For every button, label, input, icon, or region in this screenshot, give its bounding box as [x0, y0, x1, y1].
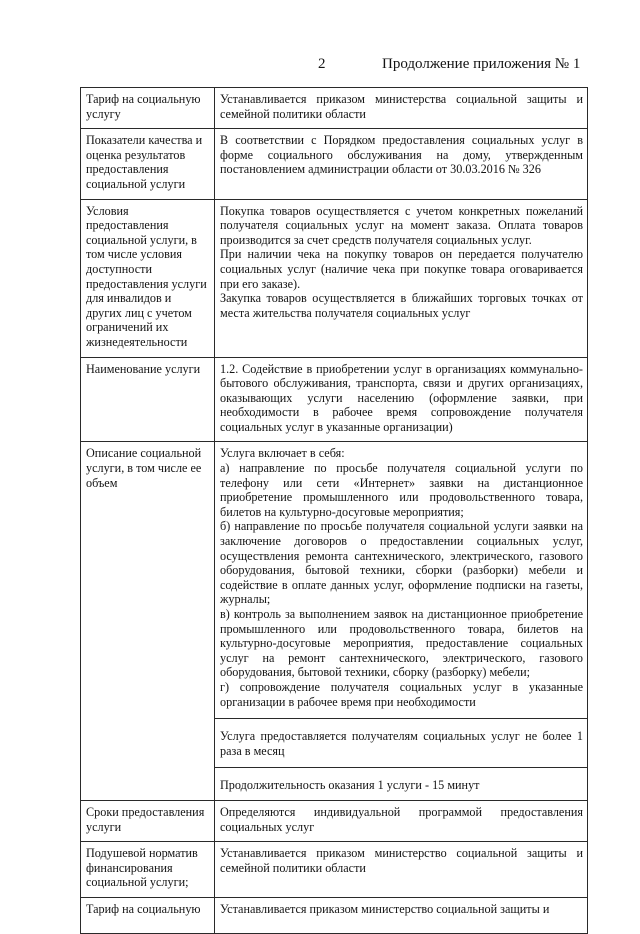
service-frequency-block — [215, 719, 587, 768]
service-content-block — [215, 446, 587, 719]
table-row-per-capita-norm — [81, 842, 588, 898]
table-row-service-description — [81, 442, 588, 800]
table-row-conditions — [81, 199, 588, 357]
paragraph: в) контроль за выполнением заявок на дистанционное приобретение промышленного или продовольственного товара, билетов на культурно-досуговые мероприятия, предоставление социальных услуг на ремонт сантехнического, электрического, газового оборудования, бытовой техники, сборку (разборку) мебели; — [220, 607, 583, 680]
paragraph: Устанавливается приказом министерство социальной защиты и — [220, 901, 550, 916]
row-value — [215, 357, 588, 442]
table-row-tariff — [81, 88, 588, 129]
paragraph: При наличии чека на покупку товаров он передается получателю социальных услуг (наличие чека при покупке товара оговаривается при его заказе). — [220, 247, 583, 291]
row-label: Тариф на социальную — [81, 897, 215, 933]
service-duration-block — [215, 768, 587, 793]
appendix-continuation-title: Продолжение приложения № 1 — [382, 56, 581, 72]
service-description-table — [80, 87, 588, 934]
row-value — [215, 199, 588, 357]
row-value — [215, 442, 588, 800]
paragraph: а) направление по просьбе получателя социальной услуги по телефону или сети «Интернет» заявки на дистанционное приобретение промышленного или продовольственного товара, билетов на культурно-досуговые мероприятия; — [220, 461, 583, 519]
row-value — [215, 88, 588, 129]
row-label: Сроки предоставления услуги — [81, 800, 215, 841]
row-label: Наименование услуги — [81, 357, 215, 442]
paragraph: Услуга включает в себя: — [220, 446, 345, 461]
page-number: 2 — [318, 56, 326, 72]
paragraph: Устанавливается приказом министерства социальной защиты и семейной политики области — [220, 92, 583, 121]
row-value — [215, 842, 588, 898]
page-header — [0, 56, 640, 76]
row-label: Описание социальной услуги, в том числе ее объем — [81, 442, 215, 800]
table-row-quality-indicators — [81, 129, 588, 199]
row-value — [215, 800, 588, 841]
table-row-terms — [81, 800, 588, 841]
paragraph: Услуга предоставляется получателям социальных услуг не более 1 раза в месяц — [220, 729, 583, 758]
paragraph: Покупка товаров осуществляется с учетом конкретных пожеланий получателя социальных услуг на момент заказа. Оплата товаров производится за счет средств получателя социальных услуг. — [220, 203, 583, 247]
row-value — [215, 897, 588, 933]
paragraph: Закупка товаров осуществляется в ближайших торговых точках от места жительства получателя социальных услуг — [220, 291, 583, 320]
paragraph: г) сопровождение получателя социальных услуг в указанные организации в рабочее время при необходимости — [220, 679, 583, 709]
row-label: Тариф на социальную услугу — [81, 88, 215, 129]
row-label: Условия предоставления социальной услуги, в том числе условия доступности предоставления услуги для инвалидов и других лиц с учетом ограничений их жизнедеятельности — [81, 199, 215, 357]
paragraph: б) направление по просьбе получателя социальной услуги заявки на заключение договоров о предоставлении социальных услуг, осуществления ремонта сантехнического, электрического, газового оборудования, бытовой техники, сборки (разборки) мебели и содействие в оплате данных услуг, оформление подписки на газеты, журналы; — [220, 519, 583, 607]
paragraph: Продолжительность оказания 1 услуги - 15 минут — [220, 778, 480, 793]
paragraph: Определяются индивидуальной программой предоставления социальных услуг — [220, 804, 583, 834]
table-row-service-name — [81, 357, 588, 442]
table-row-tariff-continued — [81, 897, 588, 933]
row-label: Показатели качества и оценка результатов предоставления социальной услуги — [81, 129, 215, 199]
row-value — [215, 129, 588, 199]
paragraph: 1.2. Содействие в приобретении услуг в организациях коммунально-бытового обслуживания, транспорта, связи и других организациях, оказывающих услуги населению (оформление заявки, при необходимости в рабочее время сопровождение получателя социальных услуг в указанные организации) — [220, 361, 583, 434]
paragraph: Устанавливается приказом министерство социальной защиты и семейной политики области — [220, 846, 583, 875]
row-label: Подушевой норматив финансирования социальной услуги; — [81, 842, 215, 898]
paragraph: В соответствии с Порядком предоставления социальных услуг в форме социального обслуживания на дому, утвержденным постановлением администрации области от 30.03.2016 № 326 — [220, 133, 583, 177]
